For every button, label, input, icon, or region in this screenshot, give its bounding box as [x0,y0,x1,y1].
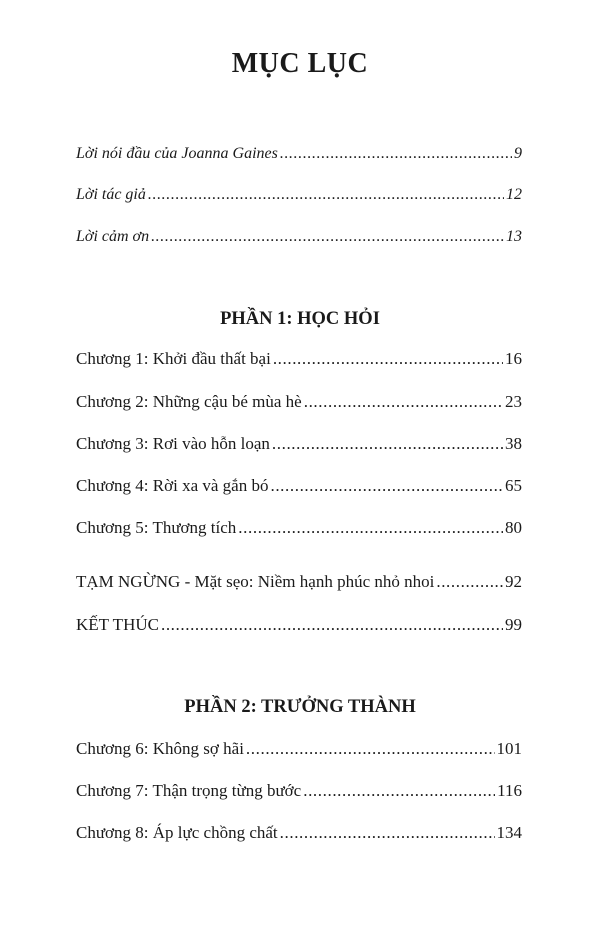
toc-entry-foreword[interactable] [76,143,522,165]
toc-entry-page: 101 [496,739,522,758]
leader-dots [280,822,495,844]
leader-dots [304,391,503,413]
toc-entry-page: 13 [506,228,522,245]
toc-entry-label: Lời nói đầu của Joanna Gaines [76,145,278,162]
toc-entry-label: KẾT THÚC [76,615,159,634]
toc-entry-page: 80 [505,518,522,537]
toc-entry-page: 9 [514,145,522,162]
toc-entry-interlude[interactable] [76,571,522,593]
part-1-title: PHẦN 1: HỌC HỎI [220,309,380,329]
toc-entry-page: 134 [496,823,522,842]
toc-entry-label: Chương 7: Thận trọng từng bước [76,781,302,800]
toc-entry-label: TẠM NGỪNG - Mặt sẹo: Niềm hạnh phúc nhỏ nhoi [76,572,435,591]
toc-entry-chapter-7[interactable] [76,780,522,802]
leader-dots [272,433,503,455]
leader-dots [151,226,504,248]
toc-entry-chapter-1[interactable] [76,348,522,370]
toc-entry-page: 16 [505,349,522,368]
toc-entry-page: 23 [505,392,522,411]
toc-entry-label: Chương 6: Không sợ hãi [76,739,244,758]
toc-entry-chapter-8[interactable] [76,822,522,844]
toc-entry-label: Chương 4: Rời xa và gắn bó [76,476,269,495]
toc-entry-chapter-3[interactable] [76,433,522,455]
toc-entry-label: Chương 1: Khởi đầu thất bại [76,349,271,368]
toc-entry-chapter-2[interactable] [76,391,522,413]
leader-dots [161,614,503,636]
toc-entry-label: Lời tác giả [76,186,146,203]
toc-entry-ending[interactable] [76,614,522,636]
leader-dots [148,184,504,206]
toc-entry-chapter-4[interactable] [76,475,522,497]
leader-dots [246,738,495,760]
toc-entry-label: Chương 5: Thương tích [76,518,237,537]
leader-dots [270,475,503,497]
toc-entry-chapter-5[interactable] [76,517,522,539]
leader-dots [436,571,503,593]
toc-entry-page: 116 [497,781,522,800]
part-2-title: PHẦN 2: TRƯỞNG THÀNH [184,697,416,717]
leader-dots [303,780,495,802]
toc-entry-chapter-6[interactable] [76,738,522,760]
page-title: MỤC LỤC [231,48,369,79]
toc-entry-page: 99 [505,615,522,634]
leader-dots [280,143,512,165]
toc-entry-page: 12 [506,186,522,203]
toc-entry-acknowledgements[interactable] [76,226,522,248]
toc-entry-page: 92 [505,572,522,591]
leader-dots [238,517,503,539]
toc-entry-label: Chương 2: Những cậu bé mùa hè [76,392,302,411]
toc-entry-page: 65 [505,476,522,495]
leader-dots [273,348,503,370]
toc-entry-label: Lời cảm ơn [76,228,150,245]
toc-entry-page: 38 [505,434,522,453]
toc-entry-author-note[interactable] [76,184,522,206]
toc-entry-label: Chương 8: Áp lực chồng chất [76,823,278,842]
toc-entry-label: Chương 3: Rơi vào hỗn loạn [76,434,270,453]
